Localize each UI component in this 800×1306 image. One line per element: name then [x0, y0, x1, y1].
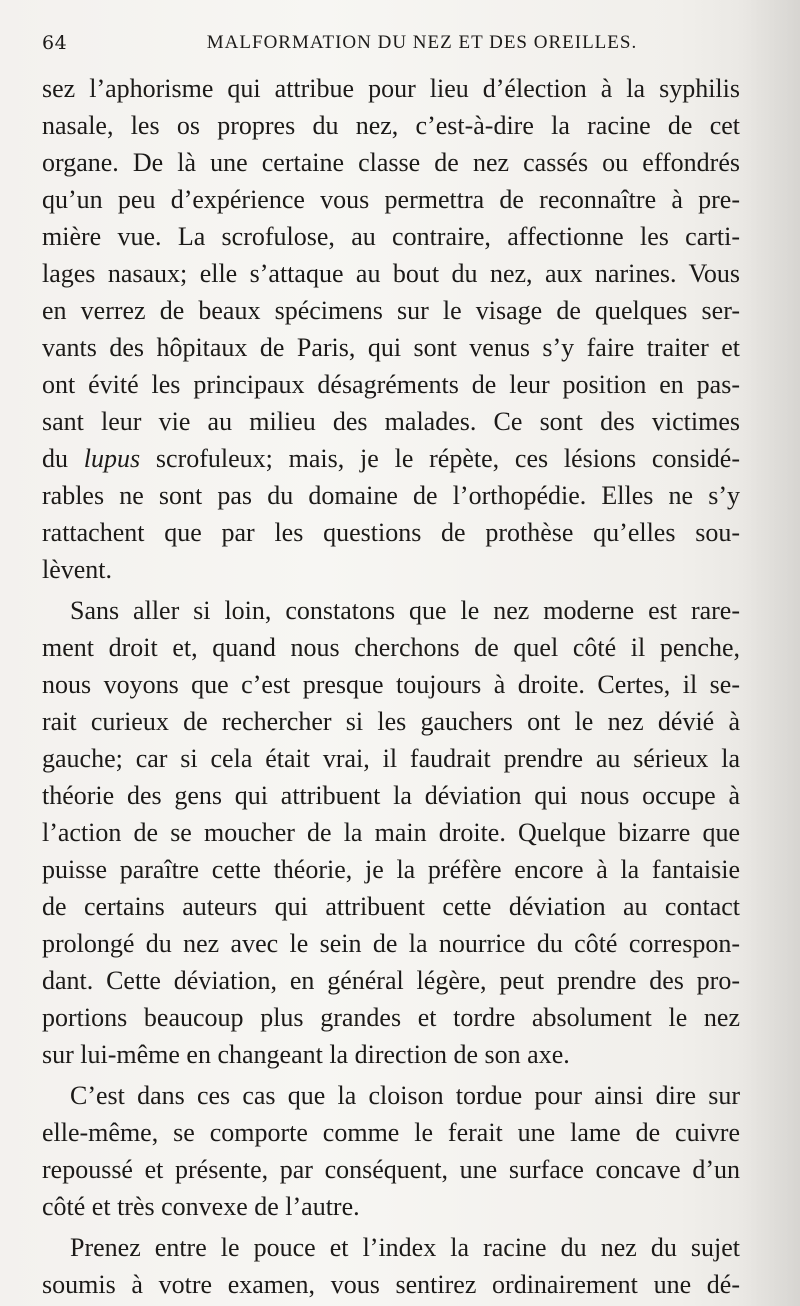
- text-line: mière vue. La scrofulose, au contraire, affectionne les carti-: [42, 222, 740, 251]
- text-line: lèvent.: [42, 555, 113, 584]
- text-line: soumis à votre examen, vous sentirez ordinairement une dé-: [42, 1270, 740, 1299]
- text-line: lages nasaux; elle s’attaque au bout du nez, aux narines. Vous: [42, 259, 740, 288]
- text-line: rables ne sont pas du domaine de l’orthopédie. Elles ne s’y: [42, 481, 740, 510]
- text-line: sez l’aphorisme qui attribue pour lieu d’élection à la syphilis: [42, 74, 740, 103]
- text-line: puisse paraître cette théorie, je la préfère encore à la fantaisie: [42, 855, 740, 884]
- text-line: organe. De là une certaine classe de nez cassés ou effondrés: [42, 148, 740, 177]
- text-line: Sans aller si loin, constatons que le nez moderne est rare-: [70, 596, 740, 625]
- text-line: rattachent que par les questions de prothèse qu’elles sou-: [42, 518, 740, 547]
- text-line: elle-même, se comporte comme le ferait une lame de cuivre: [42, 1118, 740, 1147]
- text-line: l’action de se moucher de la main droite. Quelque bizarre que: [42, 818, 740, 847]
- text-line: ont évité les principaux désagréments de leur position en pas-: [42, 370, 740, 399]
- text-line: de certains auteurs qui attribuent cette déviation au contact: [42, 892, 740, 921]
- text-line: qu’un peu d’expérience vous permettra de reconnaître à pre-: [42, 185, 740, 214]
- text-line: portions beaucoup plus grandes et tordre absolument le nez: [42, 1003, 740, 1032]
- text-line: côté et très convexe de l’autre.: [42, 1192, 360, 1221]
- text-line: théorie des gens qui attribuent la déviation qui nous occupe à: [42, 781, 740, 810]
- running-head: MALFORMATION DU NEZ ET DES OREILLES.: [206, 32, 638, 53]
- text-line: dant. Cette déviation, en général légère, peut prendre des pro-: [42, 966, 740, 995]
- text-line: nous voyons que c’est presque toujours à droite. Certes, il se-: [42, 670, 740, 699]
- text-line: gauche; car si cela était vrai, il faudrait prendre au sérieux la: [42, 744, 740, 773]
- text-line: vants des hôpitaux de Paris, qui sont venus s’y faire traiter et: [42, 333, 740, 362]
- page-number: 64: [42, 32, 68, 54]
- text-line: sur lui-même en changeant la direction de son axe.: [42, 1040, 570, 1069]
- text-line: Prenez entre le pouce et l’index la racine du nez du sujet: [70, 1233, 740, 1262]
- text-line: du lupus scrofuleux; mais, je le répète, ces lésions considé-: [42, 444, 741, 473]
- text-line: ment droit et, quand nous cherchons de quel côté il penche,: [42, 633, 740, 662]
- text-line: sant leur vie au milieu des malades. Ce sont des victimes: [42, 407, 740, 436]
- text-line: prolongé du nez avec le sein de la nourrice du côté correspon-: [42, 929, 740, 958]
- text-line: nasale, les os propres du nez, c’est-à-dire la racine de cet: [42, 111, 740, 140]
- text-line: repoussé et présente, par conséquent, une surface concave d’un: [42, 1155, 740, 1184]
- text-line: rait curieux de rechercher si les gauchers ont le nez dévié à: [42, 707, 740, 736]
- page-header: [42, 32, 742, 62]
- page-edge-shadow: [740, 0, 800, 1306]
- text-line: C’est dans ces cas que la cloison tordue pour ainsi dire sur: [70, 1081, 740, 1110]
- text-line: en verrez de beaux spécimens sur le visage de quelques ser-: [42, 296, 740, 325]
- body-text: [42, 70, 740, 1303]
